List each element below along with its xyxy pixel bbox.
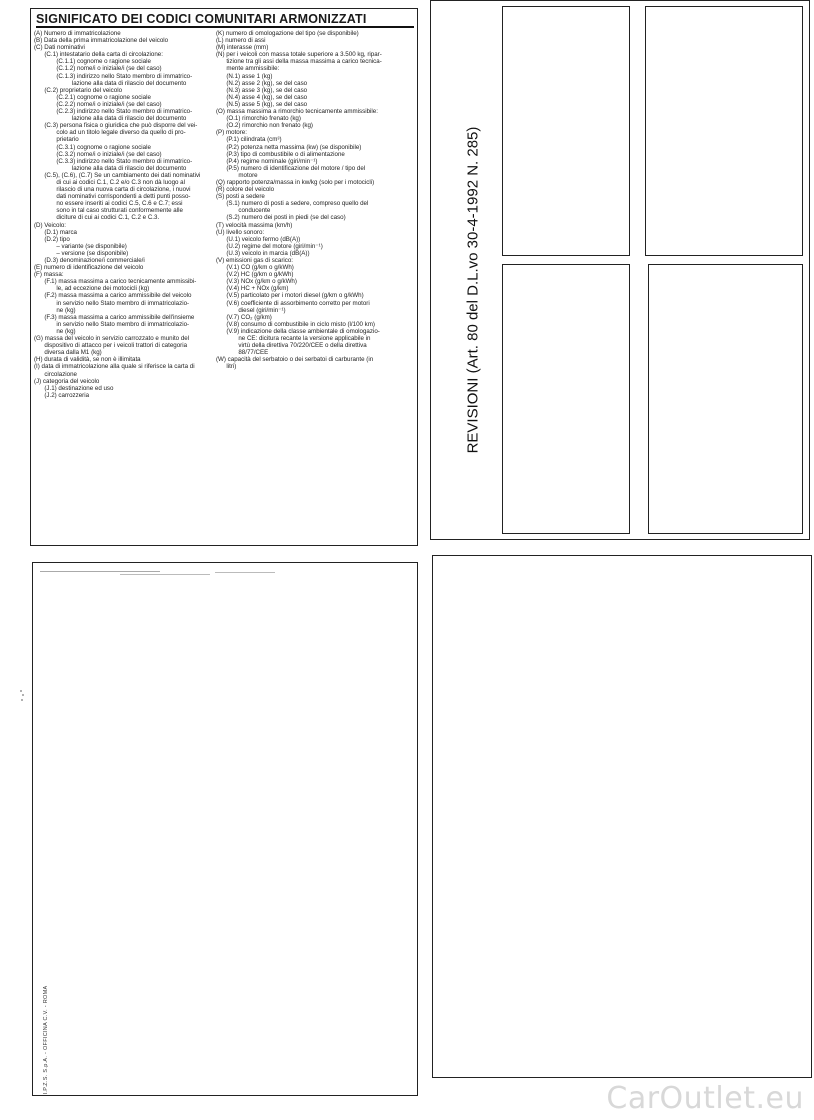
code-line: (C.2.3) indirizzo nello Stato membro di immatrico- <box>34 108 193 116</box>
code-line: motore <box>216 171 258 179</box>
code-line: (F) massa: <box>34 271 64 279</box>
code-line: (P.5) numero di identificazione del motore / tipo del <box>216 164 366 172</box>
blank-panel-right <box>432 555 812 1078</box>
printer-imprint: I.P.Z.S. S.p.A. - OFFICINA C.V. - ROMA <box>43 985 49 1095</box>
code-line: (C.5), (C.6), (C.7) Se un cambiamento dei dati nominativi <box>34 171 201 179</box>
code-line: (J.2) carrozzeria <box>34 391 90 399</box>
code-line: (D.1) marca <box>34 228 77 236</box>
code-line: circolazione <box>34 370 77 378</box>
code-line: ne (kg) <box>34 306 76 314</box>
code-line: (V.2) HC (g/km o g/kWh) <box>216 271 294 279</box>
code-line: in servizio nello Stato membro di immatricolazio- <box>34 299 190 307</box>
page-title <box>36 10 414 28</box>
code-line: (C.3) persona fisica o giuridica che può disporre del vei- <box>34 122 198 130</box>
code-line: (P.2) potenza netta massima (kw) (se disponibile) <box>216 143 362 151</box>
print-speck <box>22 694 24 696</box>
code-line: (V) emissioni gas di scarico: <box>216 257 294 264</box>
code-line: (M) interasse (mm) <box>216 44 269 52</box>
code-line: (T) velocità massima (km/h) <box>216 221 293 229</box>
code-line: (N.3) asse 3 (kg), se del caso <box>216 86 308 94</box>
code-line: (N.1) asse 1 (kg) <box>216 72 273 80</box>
revisioni-label: REVISIONI (Art. 80 del D.L.vo 30-4-1992 N. 285) <box>464 126 482 454</box>
code-line: (C.1.1) cognome o ragione sociale <box>34 58 151 66</box>
title-text: SIGNIFICATO DEI CODICI COMUNITARI ARMONIZZATI <box>36 12 367 26</box>
code-line: conducente <box>216 207 271 215</box>
code-line: (Q) rapporto potenza/massa in kw/kg (solo per i motocicli) <box>216 178 375 186</box>
code-line: (H) durata di validità, se non è illimitata <box>34 356 141 364</box>
code-line: (V.9) indicazione della classe ambientale di omologazio- <box>216 327 380 335</box>
code-line: (P.3) tipo di combustibile o di alimentazione <box>216 150 345 158</box>
code-line: lazione alla data di rilascio del documento <box>34 79 187 87</box>
code-line: (F.2) massa massima a carico ammissibile del veicolo <box>34 292 192 300</box>
code-line: (C) Dati nominativi <box>34 44 85 52</box>
code-line: (V.6) coefficiente di assorbimento corretto per motori <box>216 299 370 307</box>
code-line: mente ammissibile: <box>216 65 280 73</box>
code-line: (J) categoria del veicolo <box>34 377 100 385</box>
code-line: (B) Data della prima immatricolazione del veicolo <box>34 37 169 45</box>
code-line: (V.4) HC + NOx (g/km) <box>216 285 289 293</box>
code-line: di cui ai codici C.1, C.2 e/o C.3 non dà luogo al <box>34 178 185 186</box>
code-line: (U.2) regime del motore (giri/min⁻¹) <box>216 242 323 250</box>
print-scratch <box>40 571 160 572</box>
code-line: (S.1) numero di posti a sedere, compreso quello del <box>216 200 369 208</box>
code-line: lazione alla data di rilascio del documento <box>34 164 187 172</box>
revision-box-4 <box>648 264 803 534</box>
code-line: (V.8) consumo di combustibile in ciclo misto (l/100 km) <box>216 320 375 328</box>
code-line: (D.2) tipo <box>34 235 70 243</box>
code-line: (V.3) NOx (g/km o g/kWh) <box>216 278 297 286</box>
code-line: (O.1) rimorchio frenato (kg) <box>216 115 301 123</box>
codes-left-column <box>34 30 212 399</box>
code-line: diciture di cui ai codici C.1, C.2 e C.3. <box>34 214 160 222</box>
code-line: no essere inseriti ai codici C.5, C.6 e C.7; essi <box>34 200 183 208</box>
code-line: (A) Numero di immatricolazione <box>34 30 121 37</box>
code-line: (S) posti a sedere <box>216 193 265 201</box>
code-line: (R) colore del veicolo <box>216 186 275 194</box>
code-line: (O) massa massima a rimorchio tecnicamente ammissibile: <box>216 108 378 116</box>
code-line: dati nominativi corrispondenti a detti punti posso- <box>34 193 191 201</box>
code-line: diversa dalla M1 (kg) <box>34 349 102 357</box>
code-line: (P) motore: <box>216 129 247 137</box>
print-scratch <box>215 572 275 573</box>
code-line: (D.3) denominazione/i commerciale/i <box>34 257 145 264</box>
code-line: (I) data di immatricolazione alla quale si riferisce la carta di <box>34 363 195 371</box>
code-line: (J.1) destinazione ed uso <box>34 384 114 392</box>
revision-box-3 <box>502 264 630 534</box>
code-line: – variante (se disponibile) <box>34 242 127 250</box>
code-line: (D) Veicolo: <box>34 221 66 229</box>
code-line: (C.2.1) cognome o ragione sociale <box>34 93 151 101</box>
code-line: (C.1) intestatario della carta di circolazione: <box>34 51 163 59</box>
code-line: le, ad eccezione dei motocicli (kg) <box>34 285 150 293</box>
code-line: (N.2) asse 2 (kg), se del caso <box>216 79 308 87</box>
code-line: (G) massa del veicolo in servizio carrozzato e munito del <box>34 335 190 343</box>
revision-box-2 <box>645 6 803 256</box>
code-line: (W) capacità del serbatoio o dei serbatoi di carburante (in <box>216 356 374 364</box>
code-line: (C.2.2) nome/i o iniziale/i (se del caso) <box>34 100 162 108</box>
code-line: lazione alla data di rilascio del documento <box>34 115 187 123</box>
revision-box-1 <box>502 6 630 256</box>
code-line: sono in tal caso strutturati conformemente alle <box>34 207 183 215</box>
print-speck <box>20 690 22 692</box>
code-line: (V.5) particolato per i motori diesel (g/km o g/kWh) <box>216 292 364 300</box>
code-line: (C.3.1) cognome o ragione sociale <box>34 143 151 151</box>
code-line: 88/77/CEE <box>216 349 269 357</box>
code-line: (C.3.2) nome/i o iniziale/i (se del caso) <box>34 150 162 158</box>
code-line: (C.1.3) indirizzo nello Stato membro di immatrico- <box>34 72 193 80</box>
code-line: dispositivo di attacco per i veicoli trattori di categoria <box>34 342 188 350</box>
print-scratch <box>120 574 210 575</box>
print-speck <box>21 699 23 701</box>
code-line: – versione (se disponibile) <box>34 249 129 257</box>
code-line: prietario <box>34 136 79 144</box>
code-line: (N.4) asse 4 (kg), se del caso <box>216 93 308 101</box>
code-line: virtù della direttiva 70/220/CEE o della direttiva <box>216 342 367 350</box>
code-line: (N.5) asse 5 (kg), se del caso <box>216 100 308 108</box>
code-line: in servizio nello Stato membro di immatricolazio- <box>34 320 190 328</box>
code-line: (P.1) cilindrata (cm³) <box>216 136 282 144</box>
code-line: (E) numero di identificazione del veicolo <box>34 264 144 272</box>
code-line: (V.7) CO₂ (g/km) <box>216 313 272 321</box>
code-line: ne CE: dicitura recante la versione applicabile in <box>216 335 371 343</box>
codes-right-column <box>216 30 412 371</box>
code-line: (L) numero di assi <box>216 37 266 45</box>
code-line: (U.3) veicolo in marcia (dB(A)) <box>216 249 310 257</box>
code-line: (O.2) rimorchio non frenato (kg) <box>216 122 313 130</box>
code-line: tizione tra gli assi della massa massima a carico tecnica- <box>216 58 382 66</box>
code-line: (V.1) CO (g/km o g/kWh) <box>216 264 294 272</box>
code-line: (F.1) massa massima a carico tecnicamente ammissibi- <box>34 278 197 286</box>
watermark-logo: CarOutlet.eu <box>606 1081 804 1116</box>
code-line: (C.1.2) nome/i o iniziale/i (se del caso) <box>34 65 162 73</box>
code-line: colo ad un titolo legale diverso da quello di pro- <box>34 129 186 137</box>
code-line: (U.1) veicolo fermo (dB(A)) <box>216 235 301 243</box>
code-line: (U) livello sonoro: <box>216 228 265 236</box>
blank-panel-left <box>32 562 418 1096</box>
code-line: (P.4) regime nominale (giri/min⁻¹) <box>216 157 318 165</box>
code-line: ne (kg) <box>34 327 76 335</box>
code-line: litri) <box>216 363 237 371</box>
code-line: (C.3.3) indirizzo nello Stato membro di immatrico- <box>34 157 193 165</box>
code-line: (N) per i veicoli con massa totale superiore a 3.500 kg, ripar- <box>216 51 382 59</box>
code-line: (S.2) numero dei posti in piedi (se del caso) <box>216 214 346 222</box>
code-line: (F.3) massa massima a carico ammissibile dell'insieme <box>34 313 195 321</box>
code-line: diesel (giri/min⁻¹) <box>216 306 286 314</box>
code-line: rilascio di una nuova carta di circolazione, i nuovi <box>34 186 191 194</box>
code-line: (K) numero di omologazione del tipo (se disponibile) <box>216 30 359 37</box>
code-line: (C.2) proprietario del veicolo <box>34 86 123 94</box>
